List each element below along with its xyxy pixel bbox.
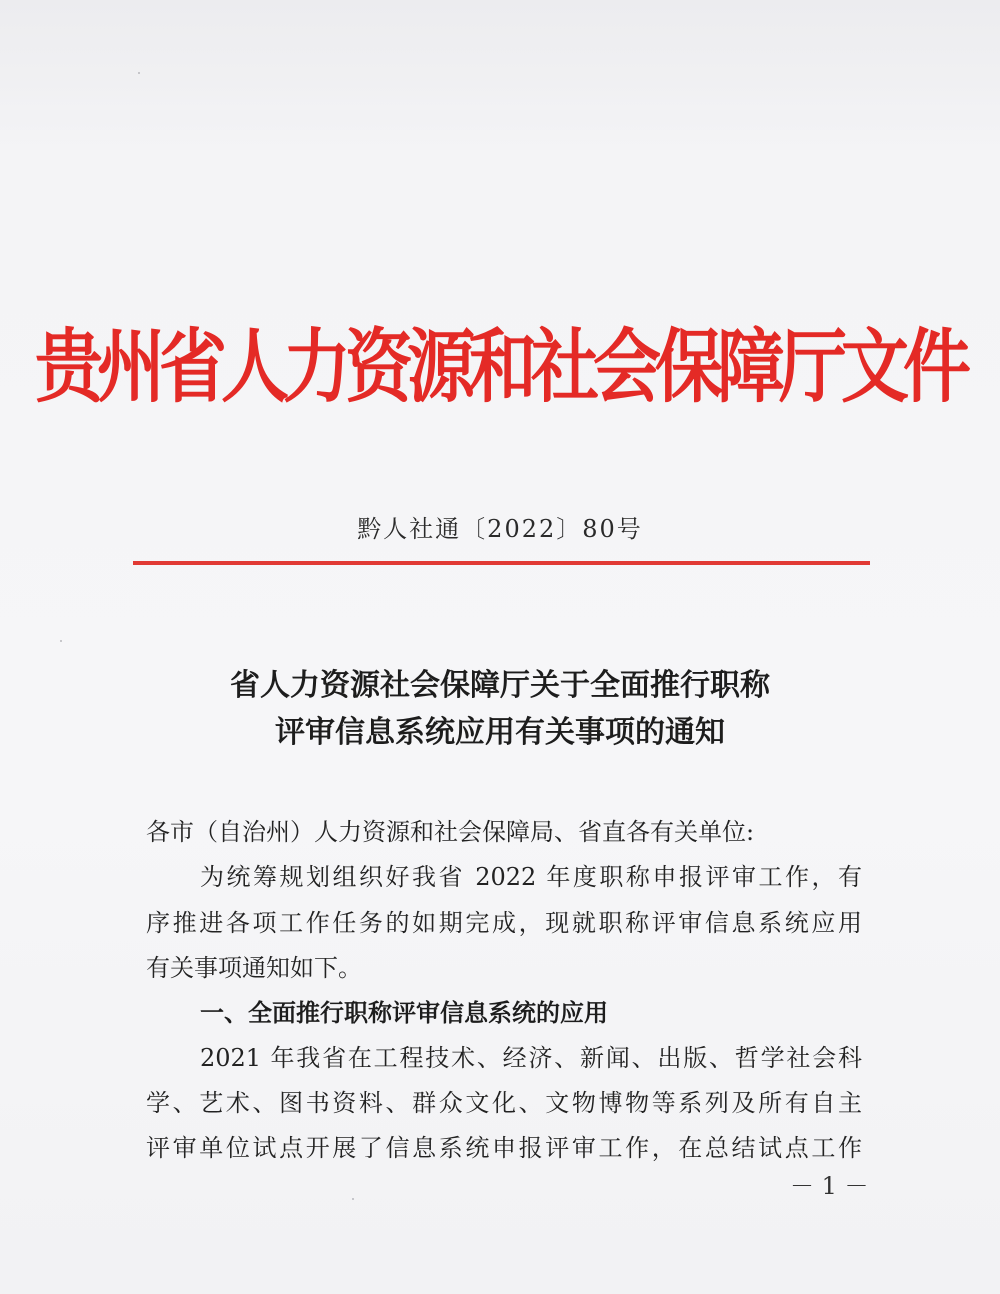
paragraph-2-line-2: 学、艺术、图书资料、群众文化、文物博物等系列及所有自主 [146, 1089, 862, 1117]
scan-speck [352, 1198, 354, 1200]
notice-title-line-2: 评审信息系统应用有关事项的通知 [275, 715, 725, 750]
page-number: － 1 － [790, 1172, 869, 1200]
paragraph-2-line-1: 2021 年我省在工程技术、经济、新闻、出版、哲学社会科 [200, 1044, 862, 1072]
paragraph-1-line-2: 序推进各项工作任务的如期完成，现就职称评审信息系统应用 [146, 909, 862, 937]
red-divider-rule [133, 561, 870, 565]
scan-speck [138, 72, 140, 74]
notice-title-line-1: 省人力资源社会保障厅关于全面推行职称 [230, 668, 770, 703]
issuer-header-title: 贵州省人力资源和社会保障厅文件 [34, 321, 965, 415]
paragraph-2-line-3: 评审单位试点开展了信息系统申报评审工作，在总结试点工作 [146, 1134, 862, 1162]
addressee: 各市（自治州）人力资源和社会保障局、省直各有关单位: [146, 818, 755, 846]
paragraph-1-line-3: 有关事项通知如下。 [146, 954, 362, 982]
document-number: 黔人社通〔2022〕80号 [357, 515, 643, 543]
section-1-heading: 一、全面推行职称评审信息系统的应用 [200, 999, 608, 1027]
scan-speck [60, 640, 62, 642]
paragraph-1-line-1: 为统筹规划组织好我省 2022 年度职称申报评审工作，有 [200, 863, 862, 891]
